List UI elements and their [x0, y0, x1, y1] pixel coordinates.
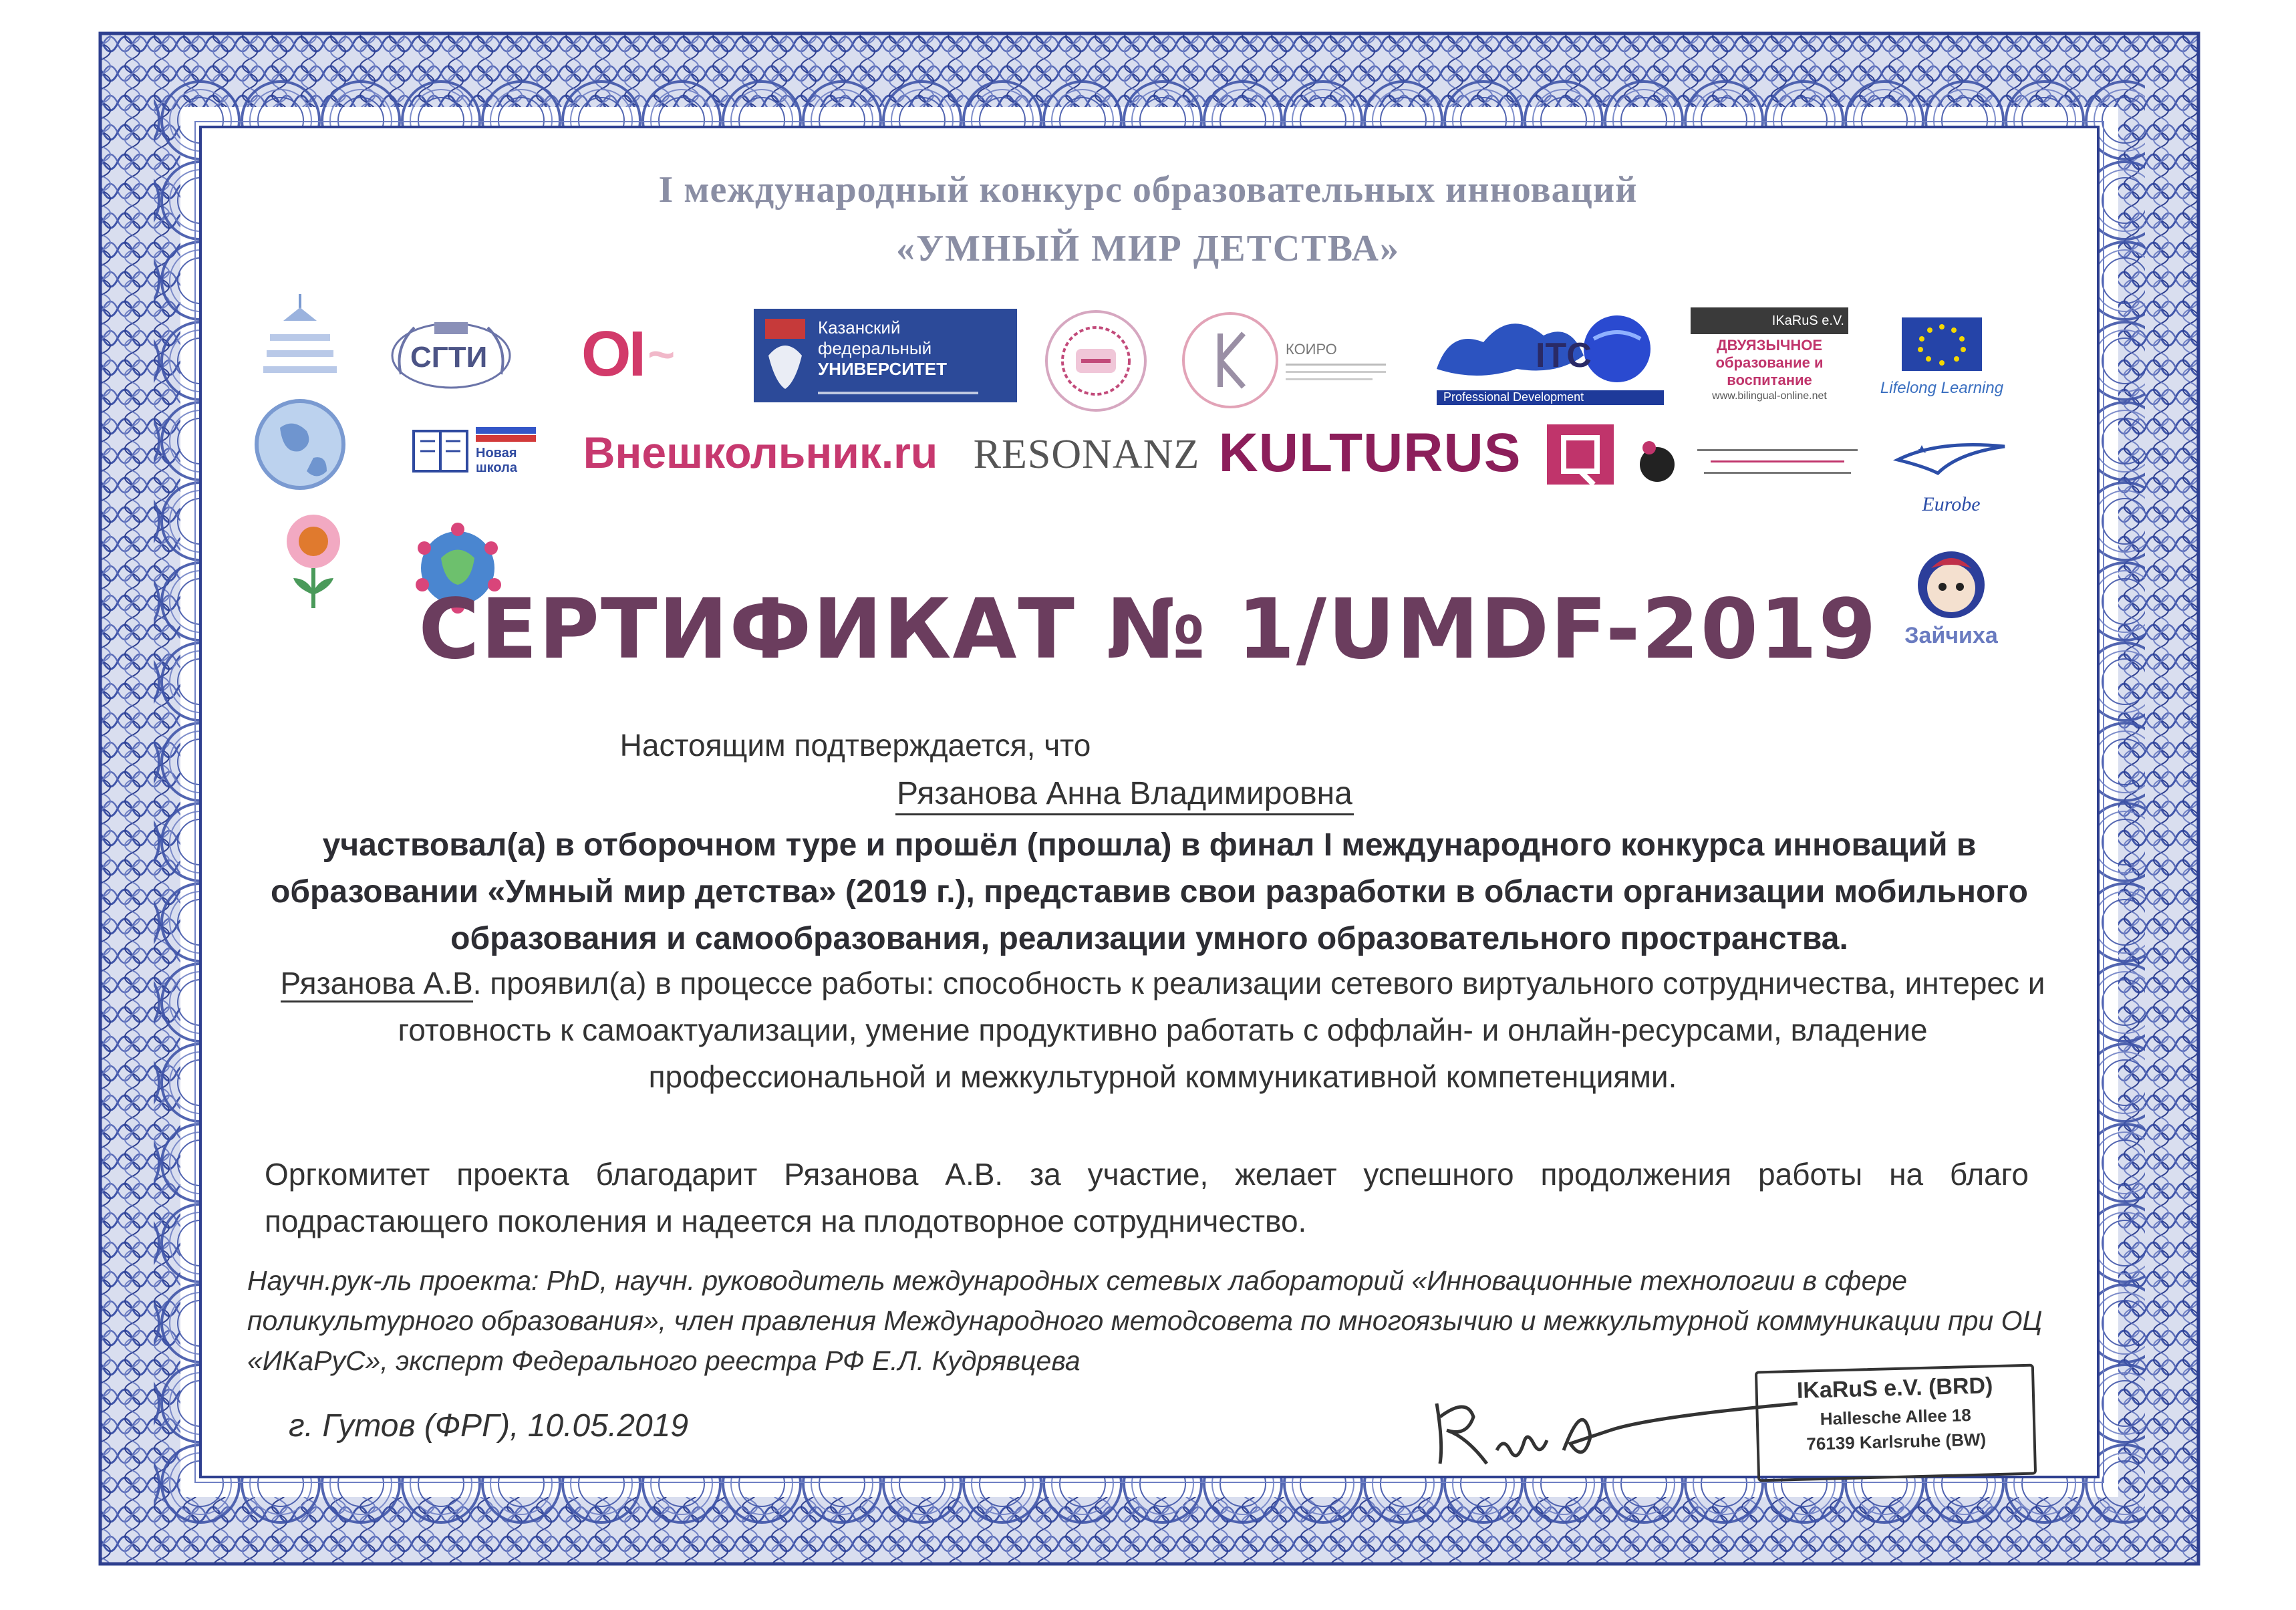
organization-stamp: [1755, 1364, 2037, 1482]
resonanz-logo-text: RESONANZ: [973, 431, 1200, 477]
itc-logo-text: ITC: [1536, 336, 1592, 375]
rossiya-logo: [1042, 307, 1149, 414]
stti-logo: [388, 314, 515, 394]
scientific-supervisor-text: Научн.рук-ль проекта: PhD, научн. руководитель международных сетевых лабораторий «Инновационные технологии в сфере поликультурного образования», член правления Международного методсовета по многоязычию и межкультурной коммуникации при ОЦ «ИКаРуС», эксперт Федерального реестра РФ Е.Л. Кудрявцева: [247, 1265, 2043, 1376]
place-date: г. Гутов (ФРГ), 10.05.2019: [289, 1408, 689, 1444]
kulturus-logo: [1218, 420, 1522, 487]
kopro-logo: [1180, 310, 1401, 410]
novaya-shkola-text: Новая школа: [476, 446, 517, 475]
vneshkolnik-logo-text: Внешкольник.ru: [583, 428, 938, 477]
participation-text: участвовал(а) в отборочном туре и прошёл (прошла) в финал I международного конкурса инноваций в образовании «Умный мир детства» (2019 г.), представив свои разработки в области организации мобильного образования и самообразования, реализации умного образовательного пространства.: [271, 827, 2028, 956]
eurobe-logo: [1884, 428, 2018, 521]
recipient-short-name: Рязанова А.В: [281, 966, 473, 1002]
kfu-logo: [754, 309, 1017, 402]
contest-header-line1: I международный конкурс образовательных инноваций: [658, 169, 1638, 211]
lifelong-learning-logo: [1868, 301, 2015, 414]
recipient-name: Рязанова Анна Владимировна: [895, 775, 1354, 815]
partner-dark-logo: [1637, 428, 1677, 501]
kfu-logo-line2: УНИВЕРСИТЕТ: [818, 358, 948, 379]
thanks-text: Оргкомитет проекта благодарит Рязанова А.В. за участие, желает успешного продолжения работы на благо подрастающего поколения и надеется на плодотворное сотрудничество.: [265, 1157, 2029, 1238]
ikarus-logo: [1691, 298, 1848, 412]
foundation-logo: [1691, 434, 1864, 488]
ikarus-logo-url: www.bilingual-online.net: [1712, 390, 1827, 402]
kopro-logo-text: КОИРО: [1286, 340, 1337, 358]
stti-logo-text: СГТИ: [410, 341, 488, 374]
ikarus-logo-title: IKaRuS e.V.: [1691, 307, 1848, 334]
ikarus-logo-subtitle: ДВУЯЗЫЧНОЕ образование и воспитание: [1715, 337, 1824, 388]
certificate-title: СЕРТИФИКАТ № 1/UMDF-2019: [418, 581, 1878, 678]
itc-logo-subtitle: Professional Development: [1443, 390, 1584, 404]
itc-logo: [1430, 309, 1671, 409]
zaicka-logo-text: Зайчиха: [1904, 622, 1998, 648]
oi-logo: OI ~: [581, 318, 676, 390]
novaya-shkola-logo: [406, 414, 540, 488]
stamp-line1: IKaRuS e.V. (BRD): [1796, 1373, 1993, 1403]
contest-header-line2: «УМНЫЙ МИР ДЕТСТВА»: [896, 228, 1400, 269]
kulturus-logo-text: KULTURUS: [1218, 422, 1522, 483]
certificate-intro: Настоящим подтверждается, что: [619, 728, 1091, 763]
competence-text: . проявил(а) в процессе работы: способность к реализации сетевого виртуального сотрудничества, интерес и готовность к самоактуализации, умение продуктивно работать с оффлайн- и онлайн-ресурсами, владение профессиональной и межкультурной коммуникативной компетенциями.: [398, 966, 2045, 1094]
signature: [1423, 1377, 1798, 1484]
resonanz-logo: [960, 428, 1213, 481]
vneshkolnik-logo: [580, 422, 941, 483]
stamp-line2: Hallesche Allee 18: [1820, 1405, 1972, 1429]
eurobe-logo-text: Eurobe: [1922, 493, 1981, 515]
competence-paragraph: [267, 960, 2058, 1100]
r-square-logo: [1537, 421, 1624, 495]
lifelong-learning-text: Lifelong Learning: [1880, 379, 2004, 397]
globe-logo: [250, 294, 350, 495]
kfu-logo-line1: Казанский федеральный: [818, 317, 932, 358]
stamp-line3: 76139 Karlsruhe (BW): [1806, 1429, 1987, 1454]
